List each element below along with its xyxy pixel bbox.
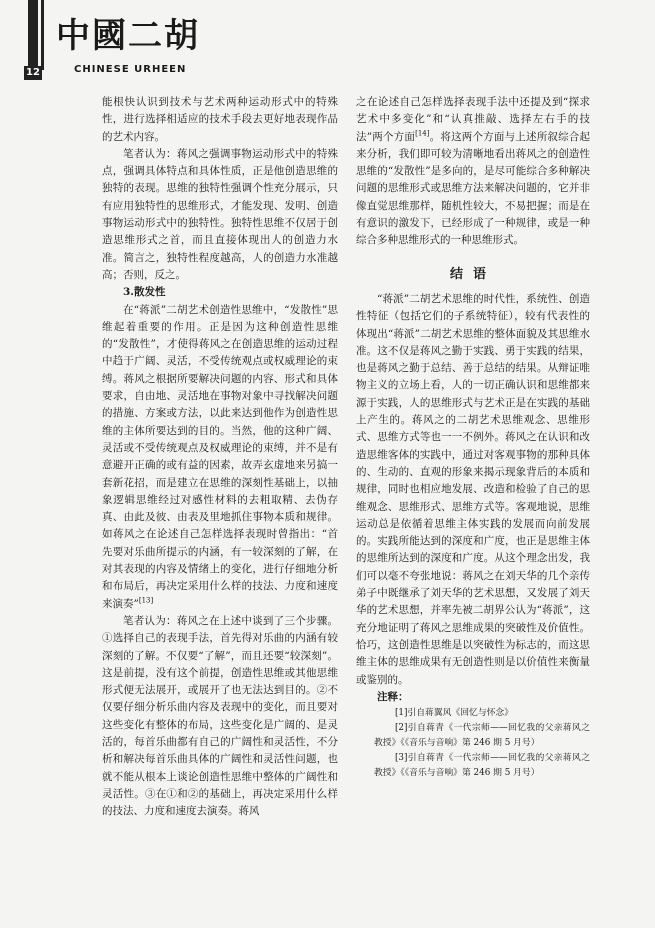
- note-item: [1]引自蒋翼风《回忆与怀念》: [395, 708, 514, 719]
- paragraph-text: 在“蒋派”二胡艺术创造性思维中，“发散性”思维起着重要的作用。正是因为这种创造性思维的“发散性”，才使得蒋风之在创造思维的运动过程中趋于广阔、灵活，不受传统观点或权威理论的束缚。蒋风之根据所要解决问题的内容、形式和具体要求，自由地、灵活地在事物对象中寻找解决问题的措施、方案或方法，以此来达到他作为创造性思维的主体所要达到的目的。当然，他的这种广阔、灵活或不受传统观点及权威理论的束缚，并不是有意避开正确的或有益的因素，故弄玄虚地来另搞一套新花招，而是建立在思维的深刻性基础上，以抽象逻辑思维经过对感性材料的去粗取精、去伪存真、由此及彼、由表及里地抓住事物本质和规律。如蒋风之在论述自己怎样选择表现时曾指出：“首先要对乐曲所提示的内涵，有一较深刻的了解，在对其表现的内容及情绪上的变化，进行仔细地分析和布局后，再决定采用什么样的技法、力度和速度来演奏”: [102, 303, 338, 610]
- notes-title: 注释：: [377, 690, 409, 703]
- masthead: [0, 0, 655, 86]
- paragraph: “蒋派”二胡艺术思维的时代性，系统性、创造性特征（包括它们的子系统特征），较有代表性的体现出“蒋派”二胡艺术思维的整体面貌及其思维水准。这不仅是蒋风之勤于实践、勇于实践的结果，也是蒋风之勤于总结、善于总结的结果。从辩证唯物主义的立场上看，人的一切正确认识和思维都来源于实践，人的思维形式与艺术正是在实践的基础上产生的。蒋风之的二胡艺术思维观念、思维形式、思维方式等也一一不例外。蒋风之在认识和改造思维客体的实践中，通过对客观事物的那种具体的、生动的、直观的形象来揭示现象背后的本质和规律，同时也相应地发展、改造和检验了自己的思维观念、思维形式、思维方式等。客观地说，思维运动总是依循着思维主体实践的发展而向前发展的。实践所能达到的深度和广度，也正是思维主体的思维所达到的深度和广度。从这个理念出发，我们可以毫不夸张地说：蒋风之在刘天华的几个亲传弟子中既继承了刘天华的艺术思想，又发展了刘天华的艺术思想，并率先被二胡界公认为“蒋派”，这充分地证明了蒋风之思维成果的突破性及价值性。恰巧，这创造性思维是以突破性为标志的，而这思维主体的思维成果有无创造性则是以价值性来衡量或鉴别的。: [356, 292, 590, 686]
- magazine-logo: 中國二胡: [56, 16, 200, 56]
- paragraph-text: 之在论述自己怎样选择表现手法中还提及到“探求艺术中多变化”和“认真推敲、选择左右手的技法”两个方面: [356, 96, 590, 143]
- note-item: [2]引自蒋青《一代宗师——回忆我的父亲蒋风之教授》《《音乐与音响》第 246 期 5 月号）: [374, 723, 590, 749]
- paragraph: 笔者认为：蒋风之在上述中谈到了三个步骤。①选择自己的表现手法，首先得对乐曲的内涵有较深刻的了解。不仅要“了解”，而且还要“较深刻”。这是前提，没有这个前提，创造性思维或其他思维形式便无法展开，或展开了也无法达到目的。②不仅要仔细分析乐曲内容及表现中的变化，而且要对这些变化有整体的布局，这些变化是广阔的、是灵活的，每首乐曲都有自己的广阔性和灵活性，不分析和解决每首乐曲具体的广阔性和灵活性问题，也就不能从根本上谈论创造性思维中整体的广阔性和灵活性。③在①和②的基础上，再决定采用什么样的技法、力度和速度去演奏。蒋风: [102, 614, 338, 818]
- right-column: [356, 94, 590, 781]
- magazine-subtitle: CHINESE URHEEN: [74, 64, 187, 75]
- paragraph: 笔者认为：蒋风之强调事物运动形式中的特殊点，强调具体特点和具体性质，正是他创造思维的独特的表现。思维的独特性强调个性充分展示，只有应用独特性的思维形式，才能发现、发明、创造事物运动形式中的独特性。独特性思维不仅居于创造思维形式之首，而且直接体现出人的创造力水准。简言之，独特性程度越高，人的创造力水准越高；否则，反之。: [102, 147, 338, 281]
- page-number: 12: [24, 66, 42, 80]
- citation-ref: [14]: [415, 129, 430, 138]
- paragraph: [356, 94, 590, 250]
- paragraph: [102, 302, 338, 613]
- section-subheading: 3.散发性: [123, 286, 166, 299]
- masthead-bar-thin: [41, 0, 44, 70]
- paragraph-text: 。将这两个方面与上述所叙综合起来分析，我们即可较为清晰地看出蒋风之的创造性思维的“发散性”是多向的，是尽可能综合多种解决问题的思维形式或思维方法来解决问题的，它并非像直觉思维那样，随机性较大，不易把握；而是在有意识的激发下，已经形成了一种规律，或是一种综合多种思维形式的一种思维形式。: [356, 130, 591, 247]
- masthead-bar: [28, 0, 38, 70]
- paragraph: 能根快认识到技术与艺术两种运动形式中的特殊性，进行选择相适应的技术手段去更好地表现作品的艺术内容。: [102, 96, 338, 143]
- note-item: [3]引自蒋青《一代宗师——回忆我的父亲蒋风之教授》《《音乐与音响》第 246 期 5 月号）: [374, 753, 590, 779]
- section-heading: 结语: [449, 266, 496, 282]
- citation-ref: [13]: [138, 596, 154, 605]
- left-column: [102, 94, 338, 820]
